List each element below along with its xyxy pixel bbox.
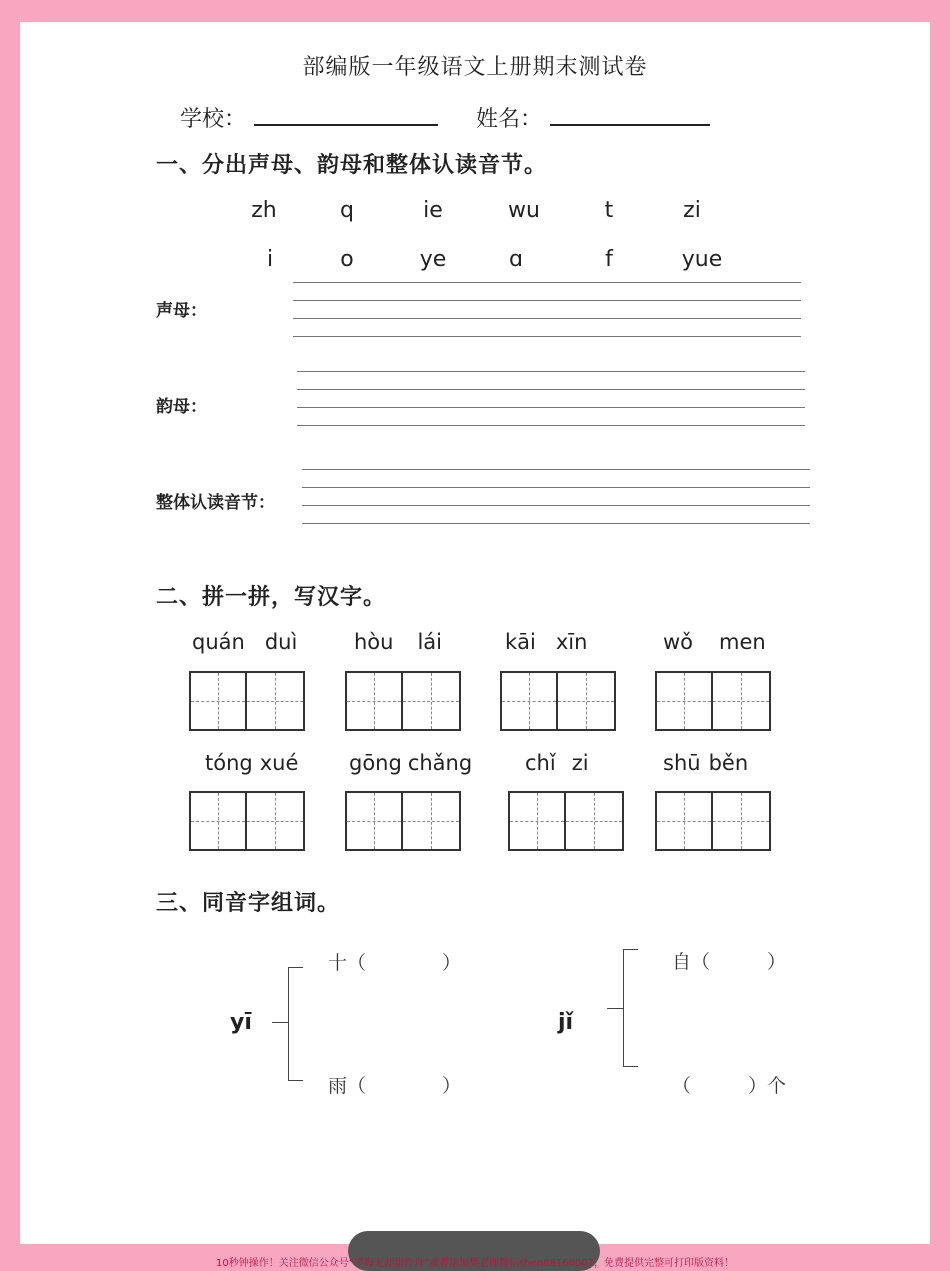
worksheet-page [20, 22, 930, 1244]
pinyin-word: chǐ zi [525, 751, 589, 775]
writing-grid[interactable] [508, 791, 624, 851]
whole-syllables-label: 整体认读音节： [156, 493, 275, 513]
writing-line[interactable] [302, 505, 810, 506]
word-blank[interactable]: 雨（ ） [328, 1075, 462, 1097]
name-label: 姓名： [476, 107, 543, 132]
writing-line[interactable] [297, 425, 805, 426]
writing-grid[interactable] [189, 791, 305, 851]
writing-line[interactable] [297, 407, 805, 408]
writing-grid[interactable] [500, 671, 616, 731]
writing-grid[interactable] [345, 791, 461, 851]
school-label: 学校： [180, 107, 247, 132]
writing-grid[interactable] [655, 671, 771, 731]
syllable: q [340, 198, 354, 223]
initials-label: 声母： [156, 301, 207, 321]
syllable: zh [251, 198, 277, 223]
bracket-tick [607, 1008, 623, 1009]
syllable: wu [508, 198, 540, 223]
writing-line[interactable] [302, 523, 810, 524]
writing-line[interactable] [293, 282, 801, 283]
syllable: o [340, 247, 354, 272]
writing-line[interactable] [302, 469, 810, 470]
pinyin-word: quán duì [192, 630, 298, 654]
syllable: t [604, 198, 614, 223]
syllable: zi [683, 198, 701, 223]
writing-line[interactable] [293, 300, 801, 301]
brace-bracket [288, 967, 303, 1081]
syllable: ye [419, 247, 447, 272]
writing-line[interactable] [293, 318, 801, 319]
finals-label: 韵母： [156, 397, 207, 417]
section2-heading: 二、拼一拼，写汉字。 [156, 585, 387, 610]
pinyin-word: shū běn [663, 751, 749, 775]
pinyin-word: kāi xīn [505, 630, 588, 654]
syllable: i [266, 247, 274, 272]
section3-heading: 三、同音字组词。 [156, 891, 341, 916]
syllable: f [605, 247, 613, 272]
pinyin-word: hòu lái [354, 630, 443, 654]
word-blank[interactable]: （ ）个 [672, 1075, 787, 1097]
writing-grid[interactable] [345, 671, 461, 731]
syllable: ɑ [509, 247, 523, 272]
writing-line[interactable] [302, 487, 810, 488]
word-blank[interactable]: 十（ ） [328, 952, 462, 974]
pinyin-word: gōng chǎng [349, 751, 473, 775]
writing-line[interactable] [297, 389, 805, 390]
writing-grid[interactable] [655, 791, 771, 851]
writing-grid[interactable] [189, 671, 305, 731]
syllable: ie [423, 198, 443, 223]
pinyin-ji: jǐ [558, 1010, 574, 1035]
footer-note: 10秒钟操作！关注微信公众号“学海无涯甜作舟”或者添加樊老师微信shen88168007，免费提供完整可打印版资料！ [215, 1258, 735, 1269]
name-field[interactable] [550, 124, 710, 126]
school-field[interactable] [254, 124, 438, 126]
pinyin-yi: yī [230, 1010, 252, 1035]
section1-heading: 一、分出声母、韵母和整体认读音节。 [156, 153, 548, 178]
page-title: 部编版一年级语文上册期末测试卷 [302, 55, 648, 80]
pinyin-word: wǒ men [663, 630, 766, 654]
writing-line[interactable] [297, 371, 805, 372]
syllable: yue [681, 247, 723, 272]
writing-line[interactable] [293, 336, 801, 337]
brace-bracket [623, 949, 638, 1067]
bracket-tick [272, 1022, 288, 1023]
word-blank[interactable]: 自（ ） [672, 951, 787, 973]
pinyin-word: tóng xué [205, 751, 299, 775]
